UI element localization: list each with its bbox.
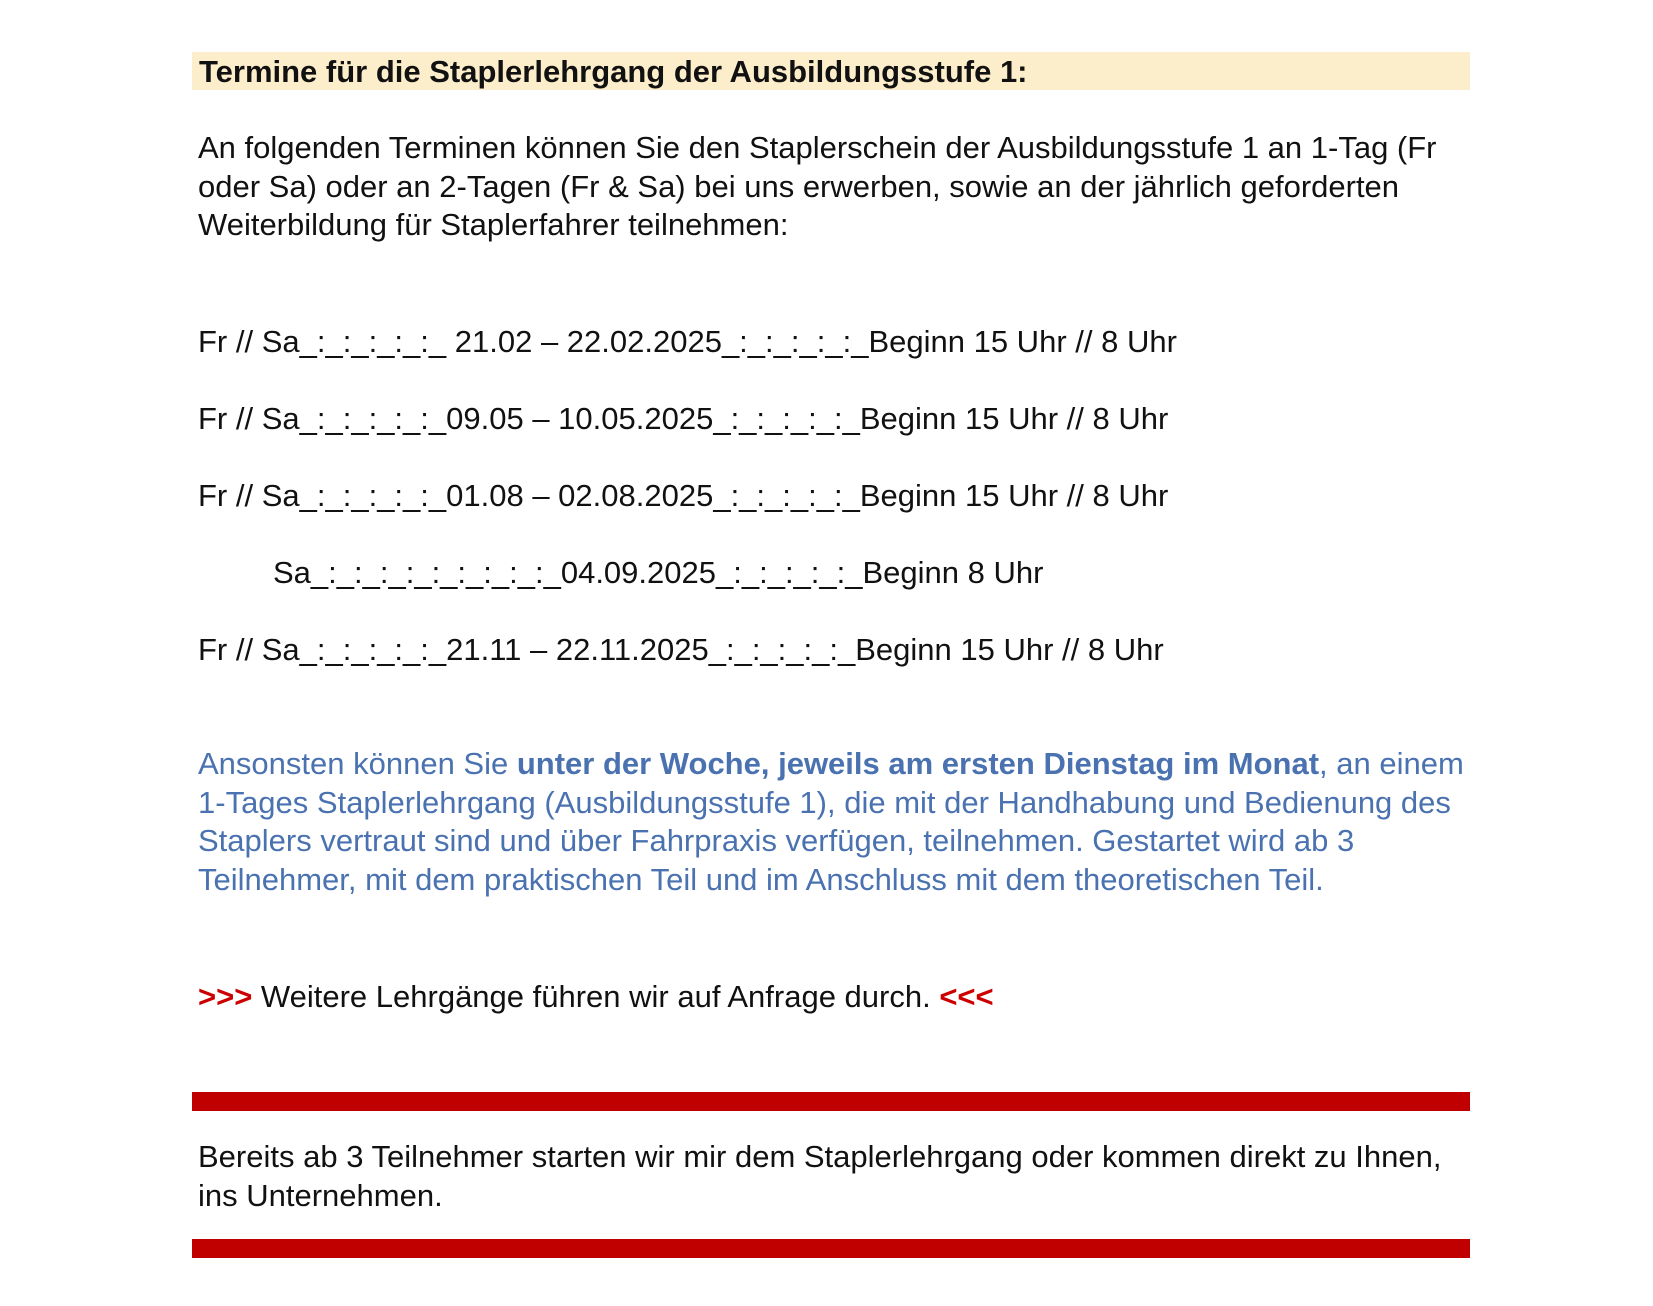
intro-paragraph: An folgenden Terminen können Sie den Staplerschein der Ausbildungsstufe 1 an 1-Tag (Fr oder Sa) oder an 2-Tagen (Fr & Sa) bei uns erwerben, sowie an der jährlich geforderten Weiterbildung für Staplerfahrer teilnehmen:	[198, 130, 1437, 242]
request-text: Weitere Lehrgänge führen wir auf Anfrage durch.	[252, 979, 940, 1014]
arrow-right-marker: <<<	[939, 979, 994, 1014]
schedule-row: Fr // Sa_:_:_:_:_:_01.08 – 02.08.2025_:_:_:_:_:_Beginn 15 Uhr // 8 Uhr	[198, 478, 1169, 513]
weekday-rest: , an einem 1-Tages Staplerlehrgang (Ausbildungsstufe 1), die mit der Handhabung und Bedienung des Staplers vertraut sind und über Fahrpraxis verfügen, teilnehmen. Gestartet wird ab 3 Teilnehmer, mit dem praktischen Teil und im Anschluss mit dem theoretischen Teil.	[198, 746, 1464, 897]
page-title: Termine für die Staplerlehrgang der Ausbildungsstufe 1:	[199, 54, 1028, 89]
schedule-row: Sa_:_:_:_:_:_:_:_:_:_04.09.2025_:_:_:_:_:_Beginn 8 Uhr	[273, 555, 1044, 590]
divider-bottom	[192, 1239, 1470, 1258]
schedule-row: Fr // Sa_:_:_:_:_:_21.11 – 22.11.2025_:_:_:_:_:_Beginn 15 Uhr // 8 Uhr	[198, 632, 1164, 667]
arrow-left-marker: >>>	[198, 979, 253, 1014]
weekday-emphasis: unter der Woche, jeweils am ersten Dienstag im Monat	[516, 746, 1320, 781]
request-note	[198, 978, 994, 1016]
divider-top	[192, 1092, 1470, 1111]
schedule-row: Fr // Sa_:_:_:_:_:_ 21.02 – 22.02.2025_:_:_:_:_:_Beginn 15 Uhr // 8 Uhr	[198, 324, 1177, 359]
weekday-course-paragraph	[198, 745, 1478, 899]
schedule-row: Fr // Sa_:_:_:_:_:_09.05 – 10.05.2025_:_:_:_:_:_Beginn 15 Uhr // 8 Uhr	[198, 401, 1169, 436]
footer-note: Bereits ab 3 Teilnehmer starten wir mir dem Staplerlehrgang oder kommen direkt zu Ihnen, ins Unternehmen.	[198, 1139, 1442, 1213]
weekday-lead: Ansonsten können Sie	[198, 746, 517, 781]
